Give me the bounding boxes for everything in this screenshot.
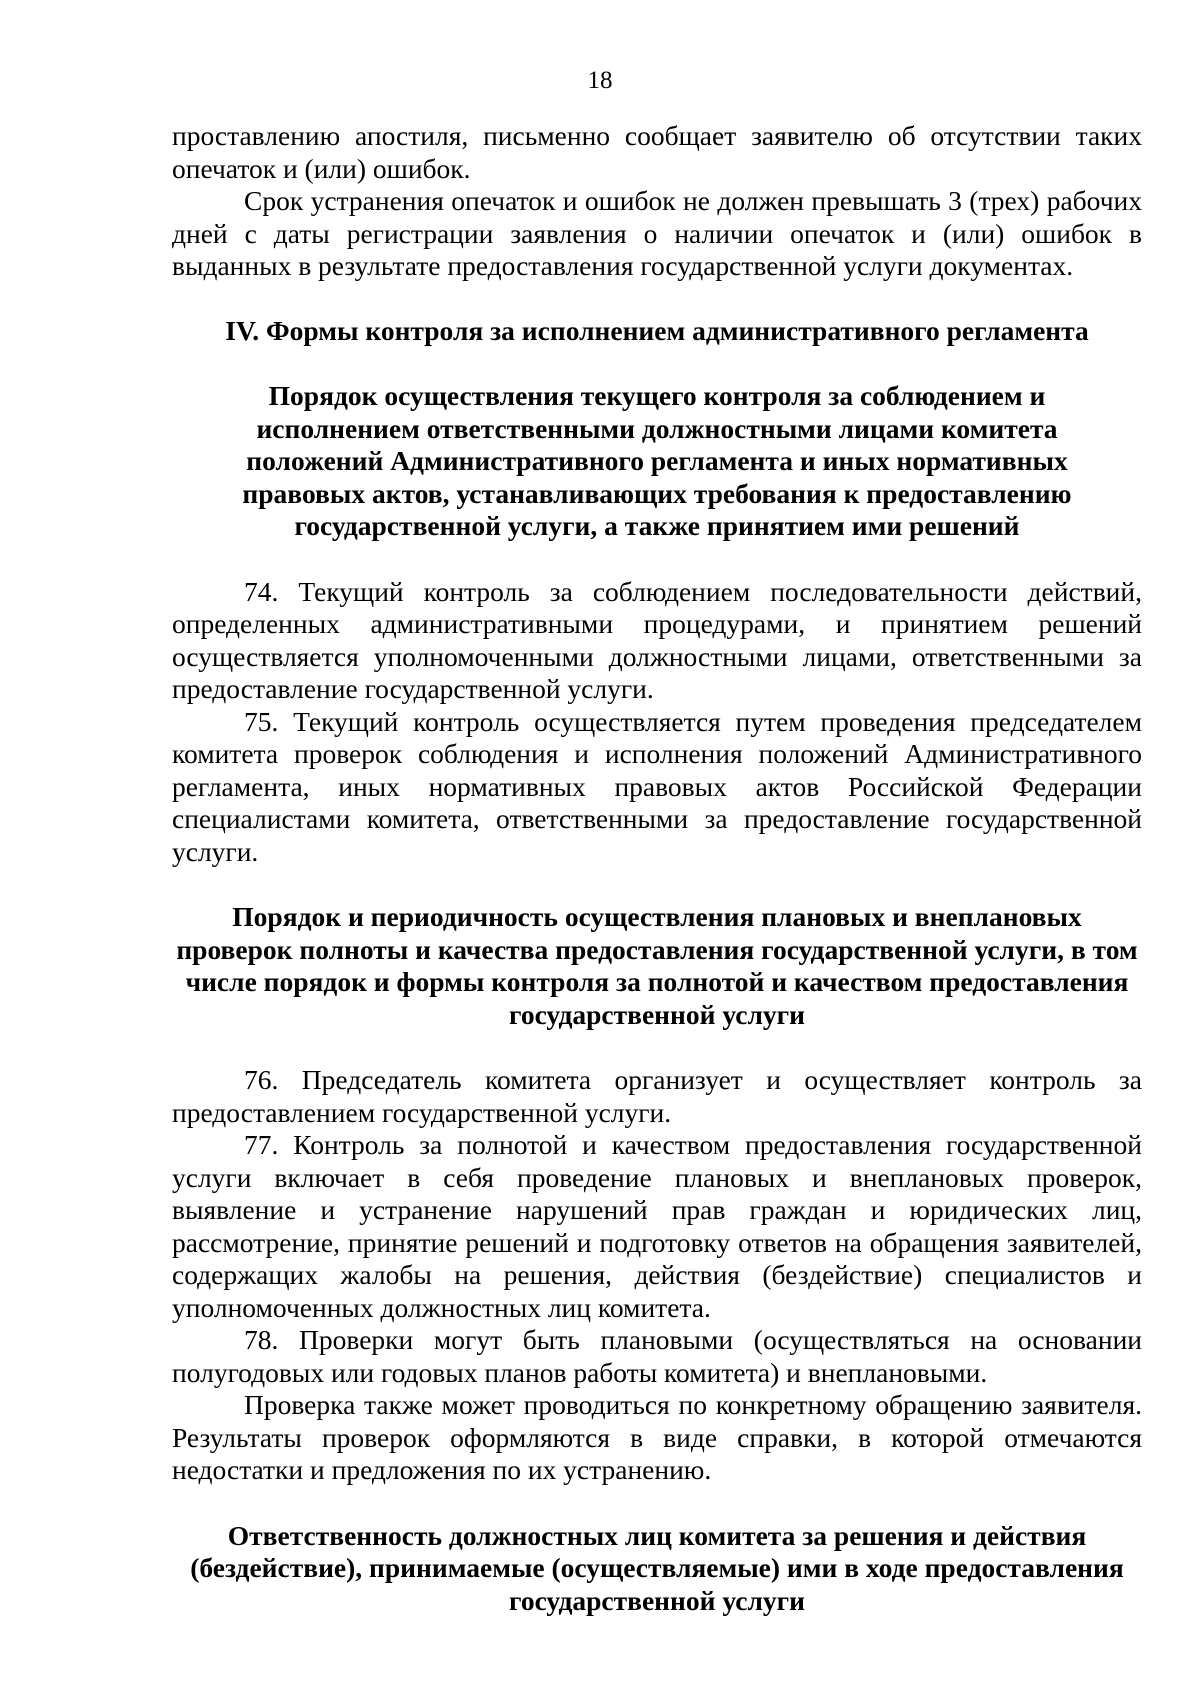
paragraph-continuation: проставлению апостиля, письменно сообщает заявителю об отсутствии таких опечаток и (или) ошибок. <box>172 120 1142 184</box>
paragraph-76: 76. Председатель комитета организует и осуществляет контроль за предоставлением государственной услуги. <box>172 1064 1142 1128</box>
paragraph-75: 75. Текущий контроль осуществляется путем проведения председателем комитета проверок соблюдения и исполнения положений Административного регламента, иных нормативных правовых актов Российской Федерации специалистами комитета, ответственными за предоставление государственной услуги. <box>172 705 1142 867</box>
subsection-heading-responsibility: Ответственность должностных лиц комитета за решения и действия (бездействие), принимаемые (осуществляемые) ими в ходе предоставления государственной услуги <box>190 1519 1124 1616</box>
paragraph-correction-deadline: Срок устранения опечаток и ошибок не должен превышать 3 (трех) рабочих дней с даты регистрации заявления о наличии опечаток и (или) ошибок в выданных в результате предоставления государственной услуги документах. <box>172 185 1142 281</box>
page-number: 18 <box>587 67 613 94</box>
subsection-heading-inspections: Порядок и периодичность осуществления плановых и внеплановых проверок полноты и качества предоставления государственной услуги, в том числе порядок и формы контроля за полнотой и качеством предоставления государственной услуги <box>176 901 1138 1030</box>
paragraph-78-continuation: Проверка также может проводиться по конкретному обращению заявителя. Результаты проверок оформляются в виде справки, в которой отмечаются недостатки и предложения по их устранению. <box>172 1389 1142 1485</box>
document-body <box>172 120 1142 1617</box>
section-heading: IV. Формы контроля за исполнением административного регламента <box>225 314 1089 346</box>
paragraph-77: 77. Контроль за полнотой и качеством предоставления государственной услуги включает в себя проведение плановых и внеплановых проверок, выявление и устранение нарушений прав граждан и юридических лиц, рассмотрение, принятие решений и подготовку ответов на обращения заявителей, содержащих жалобы на решения, действия (бездействие) специалистов и уполномоченных должностных лиц комитета. <box>172 1129 1142 1323</box>
paragraph-78: 78. Проверки могут быть плановыми (осуществляться на основании полугодовых или годовых планов работы комитета) и внеплановыми. <box>172 1324 1142 1388</box>
subsection-heading-current-control: Порядок осуществления текущего контроля за соблюдением и исполнением ответственными должностными лицами комитета положений Административного регламента и иных нормативных правовых актов, устанавливающих требования к предоставлению государственной услуги, а также принятием ими решений <box>242 380 1072 541</box>
paragraph-74: 74. Текущий контроль за соблюдением последовательности действий, определенных административными процедурами, и принятием решений осуществляется уполномоченными должностными лицами, ответственными за предоставление государственной услуги. <box>172 575 1142 704</box>
